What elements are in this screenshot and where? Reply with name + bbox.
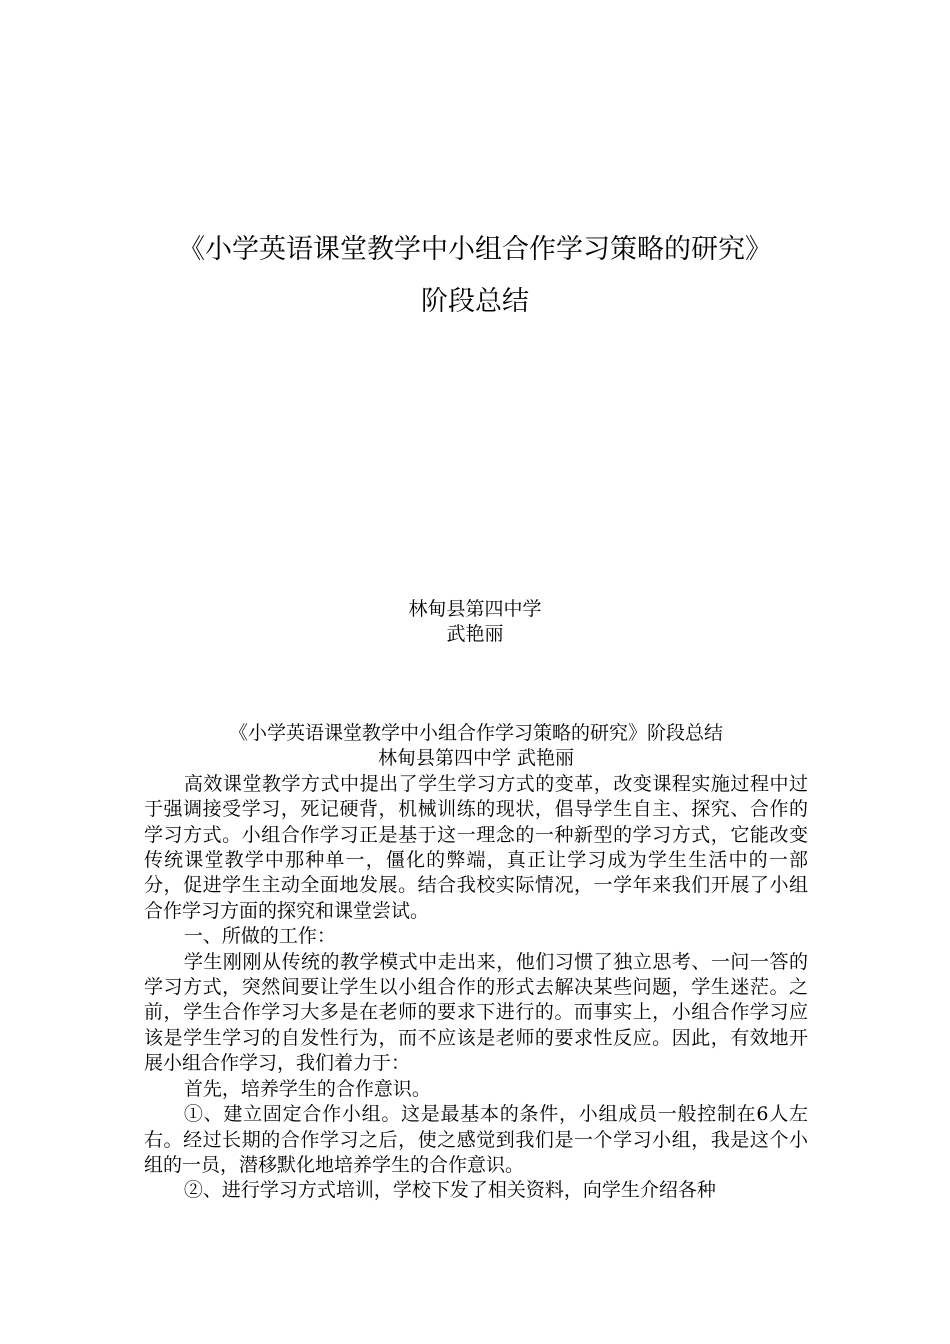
article-body xyxy=(144,721,808,1204)
cover-author-block xyxy=(0,597,950,647)
cover-subtitle: 阶段总结 xyxy=(421,286,529,317)
paragraph: 高效课堂教学方式中提出了学生学习方式的变革，改变课程实施过程中过于强调接受学习，死记硬背，机械训练的现状，倡导学生自主、探究、合作的学习方式。小组合作学习正是基于这一理念的一种新型的学习方式，它能改变传统课堂教学中那种单一，僵化的弊端，真正让学习成为学生生活中的一部分，促进学生主动全面地发展。结合我校实际情况，一学年来我们开展了小组合作学习方面的探究和课堂尝试。 xyxy=(144,772,808,922)
cover-author: 武艳丽 xyxy=(446,623,504,645)
cover-title: 《小学英语课堂教学中小组合作学习策略的研究》 xyxy=(178,234,772,265)
article-heading: 《小学英语课堂教学中小组合作学习策略的研究》阶段总结 xyxy=(228,722,723,744)
paragraph: 首先，培养学生的合作意识。 xyxy=(183,1077,431,1100)
section-heading: 一、所做的工作： xyxy=(183,925,336,948)
paragraph: ②、进行学习方式培训，学校下发了相关资料，向学生介绍各种 xyxy=(183,1179,716,1202)
article-byline: 林甸县第四中学 武艳丽 xyxy=(377,747,575,770)
cover-school: 林甸县第四中学 xyxy=(408,598,542,620)
paragraph: ①、建立固定合作小组。这是最基本的条件，小组成员一般控制在6人左右。经过长期的合作学习之后，使之感觉到我们是一个学习小组，我是这个小组的一员，潜移默化地培养学生的合作意识。 xyxy=(144,1103,808,1176)
paragraph: 学生刚刚从传统的教学模式中走出来，他们习惯了独立思考、一问一答的学习方式，突然间要让学生以小组合作的形式去解决某些问题，学生迷茫。之前，学生合作学习大多是在老师的要求下进行的。而事实上，小组合作学习应该是学生学习的自发性行为，而不应该是老师的要求性反应。因此，有效地开展小组合作学习，我们着力于： xyxy=(144,950,808,1075)
